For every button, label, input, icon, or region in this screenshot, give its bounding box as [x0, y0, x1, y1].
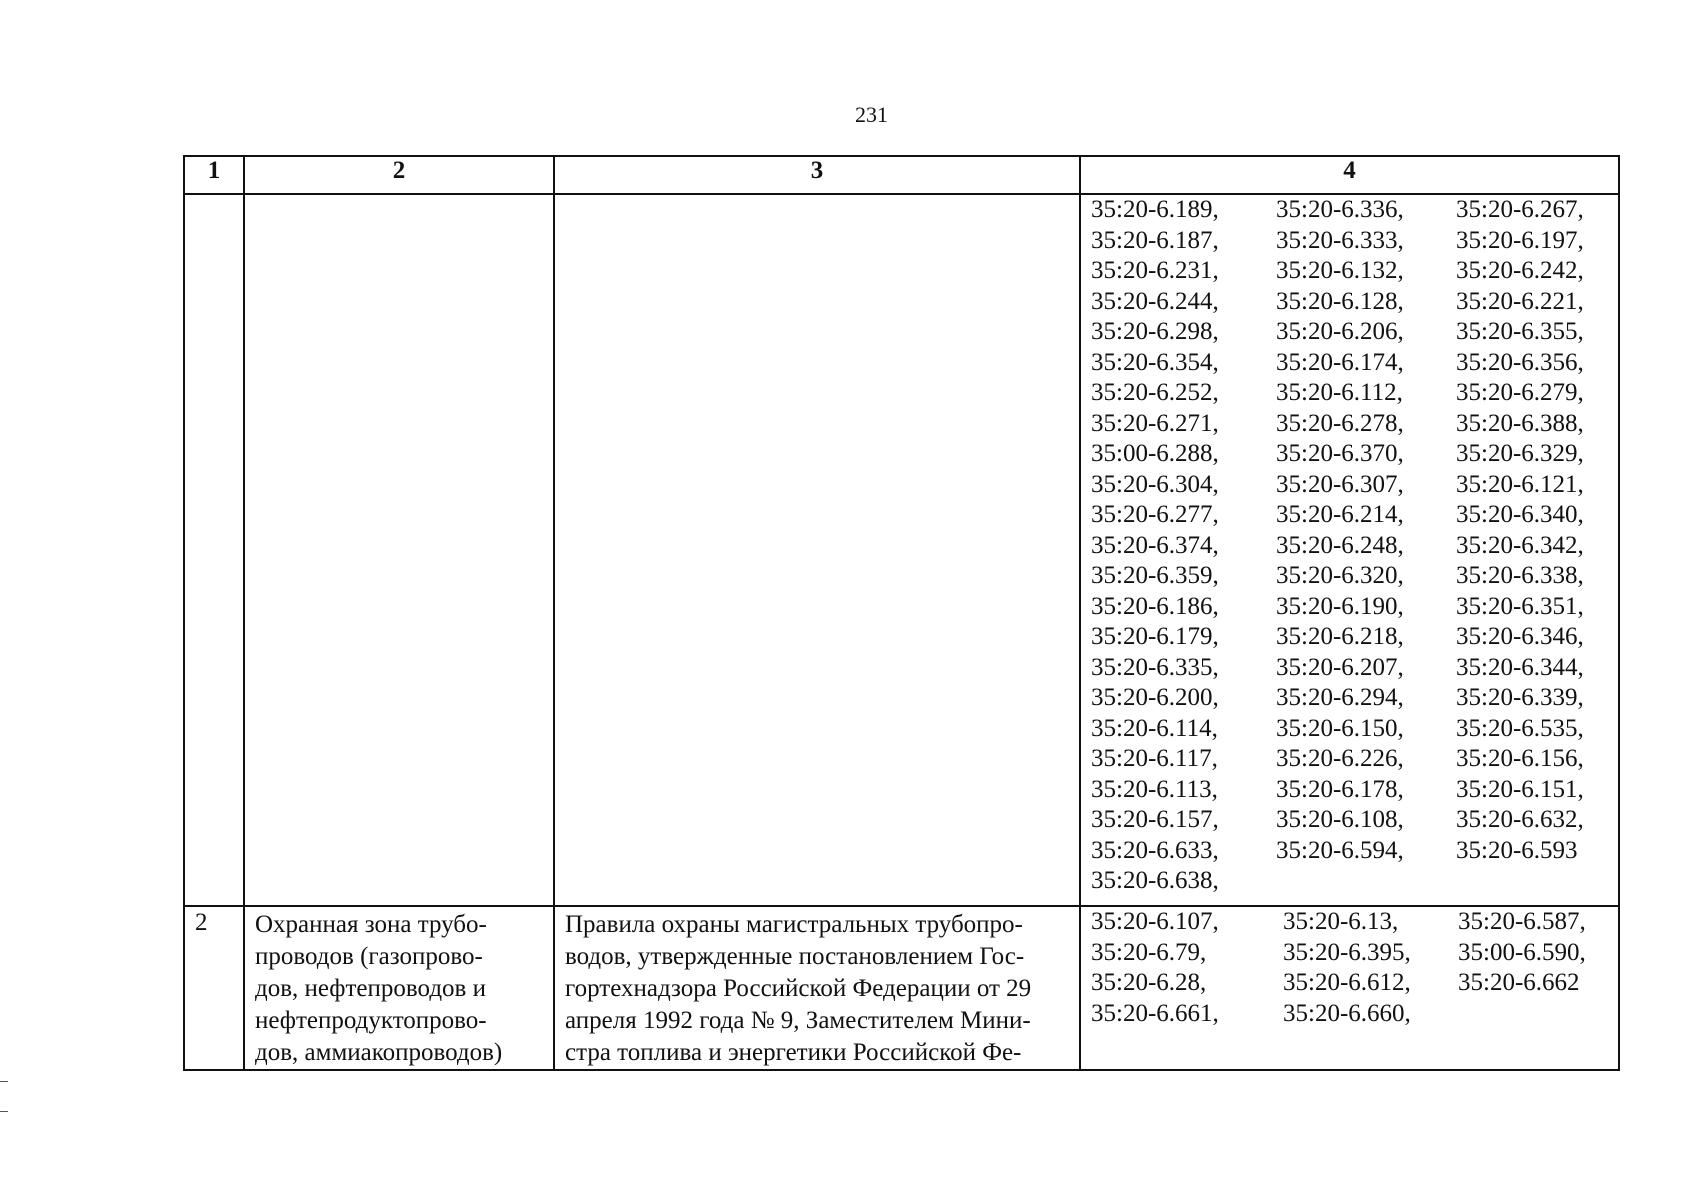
cadastral-code: 35:20-6.320,: [1276, 562, 1404, 589]
cadastral-code: 35:20-6.121,: [1456, 470, 1584, 498]
cadastral-code: 35:20-6.112,: [1276, 379, 1403, 406]
cadastral-code: 35:20-6.117,: [1091, 745, 1218, 772]
cadastral-code: 35:20-6.214,: [1276, 501, 1404, 528]
cadastral-code: 35:20-6.633,: [1091, 836, 1219, 864]
table-header-row: [184, 156, 1619, 194]
cadastral-code: 35:20-6.587,: [1458, 908, 1586, 935]
cadastral-code: 35:20-6.279,: [1456, 379, 1584, 406]
legal-basis-cell: [554, 194, 1080, 906]
cadastral-code: 35:20-6.340,: [1456, 501, 1584, 528]
cadastral-code: 35:20-6.535,: [1456, 714, 1584, 742]
cadastral-codes-cell: [1080, 906, 1619, 1070]
cadastral-code: 35:20-6.395,: [1283, 938, 1411, 966]
cadastral-code: 35:20-6.113,: [1091, 775, 1218, 803]
cadastral-code: 35:00-6.590,: [1458, 938, 1586, 966]
cadastral-code: 35:20-6.231,: [1091, 257, 1219, 284]
cadastral-codes-cell: [1080, 194, 1619, 906]
cadastral-code: 35:20-6.114,: [1091, 714, 1218, 742]
cadastral-code: 35:20-6.278,: [1276, 409, 1404, 437]
cadastral-code: 35:20-6.354,: [1091, 348, 1219, 376]
cadastral-code: 35:20-6.248,: [1276, 531, 1404, 559]
zone-name-text: Охранная зона трубо- проводов (газопрово- дов, нефтепроводов и нефтепродуктопрово- дов, аммиакопроводов): [255, 911, 503, 1066]
cadastral-code: 35:20-6.107,: [1091, 908, 1219, 935]
cadastral-code: 35:20-6.200,: [1091, 684, 1219, 711]
page-number: 231: [855, 102, 888, 127]
table-row: [184, 194, 1619, 906]
cadastral-code: 35:00-6.288,: [1091, 440, 1219, 467]
zone-name-cell: [244, 906, 554, 1070]
cadastral-code: 35:20-6.277,: [1091, 501, 1219, 528]
cadastral-code: 35:20-6.197,: [1456, 226, 1584, 254]
cadastral-code: 35:20-6.267,: [1456, 196, 1584, 223]
table-row: [184, 906, 1619, 1070]
cadastral-codes-list: [1081, 907, 1618, 1029]
cadastral-code: 35:20-6.339,: [1456, 684, 1584, 711]
cadastral-code: 35:20-6.189,: [1091, 196, 1219, 223]
cadastral-code: 35:20-6.187,: [1091, 226, 1219, 254]
cadastral-code: 35:20-6.150,: [1276, 714, 1404, 742]
cadastral-code: 35:20-6.594,: [1276, 836, 1404, 864]
cadastral-code: 35:20-6.593: [1456, 836, 1578, 864]
cadastral-code: 35:20-6.28,: [1091, 969, 1207, 996]
header-col-3: 3: [554, 156, 1080, 194]
cadastral-code: 35:20-6.355,: [1456, 318, 1584, 345]
cadastral-code: 35:20-6.218,: [1276, 623, 1404, 650]
scan-margin-mark: [0, 1111, 8, 1112]
cadastral-code: 35:20-6.338,: [1456, 562, 1584, 589]
header-col-4: 4: [1080, 156, 1619, 194]
cadastral-code: 35:20-6.206,: [1276, 318, 1404, 345]
cadastral-code: 35:20-6.661,: [1091, 999, 1219, 1027]
header-col-2: 2: [244, 156, 554, 194]
cadastral-code: 35:20-6.370,: [1276, 440, 1404, 467]
cadastral-code: 35:20-6.304,: [1091, 470, 1219, 498]
cadastral-code: 35:20-6.298,: [1091, 318, 1219, 345]
cadastral-code: 35:20-6.662: [1458, 969, 1580, 996]
cadastral-code: 35:20-6.132,: [1276, 257, 1404, 284]
cadastral-code: 35:20-6.178,: [1276, 775, 1404, 803]
cadastral-code: 35:20-6.151,: [1456, 775, 1584, 803]
cadastral-code: 35:20-6.156,: [1456, 745, 1584, 772]
cadastral-code: 35:20-6.179,: [1091, 623, 1219, 650]
cadastral-code: 35:20-6.359,: [1091, 562, 1219, 589]
cadastral-code: 35:20-6.346,: [1456, 623, 1584, 650]
cadastral-code: 35:20-6.294,: [1276, 684, 1404, 711]
cadastral-code: 35:20-6.186,: [1091, 592, 1219, 620]
cadastral-code: 35:20-6.329,: [1456, 440, 1584, 467]
document-table: [183, 155, 1620, 1071]
cadastral-code: 35:20-6.242,: [1456, 257, 1584, 284]
cadastral-code: 35:20-6.660,: [1283, 999, 1411, 1027]
cadastral-code: 35:20-6.271,: [1091, 409, 1219, 437]
cadastral-code: 35:20-6.79,: [1091, 938, 1207, 966]
cadastral-code: 35:20-6.174,: [1276, 348, 1404, 376]
zone-name-cell: [244, 194, 554, 906]
cadastral-code: [1276, 866, 1456, 897]
header-col-1: 1: [184, 156, 244, 194]
cadastral-code: 35:20-6.612,: [1283, 969, 1411, 996]
row-number: [184, 194, 244, 906]
cadastral-code: 35:20-6.342,: [1456, 531, 1584, 559]
cadastral-code: [1458, 999, 1618, 1030]
cadastral-code: [1456, 866, 1616, 897]
cadastral-code: 35:20-6.207,: [1276, 653, 1404, 681]
cadastral-code: 35:20-6.632,: [1456, 806, 1584, 833]
cadastral-code: 35:20-6.13,: [1283, 908, 1399, 935]
legal-basis-text: Правила охраны магистральных трубопро- водов, утвержденные постановлением Гос- гортехнадзора Российской Федерации от 29 апреля 1992 года № 9, Заместителем Мини- стра топлива и энергетики Российской Фе-: [565, 911, 1032, 1066]
cadastral-code: 35:20-6.128,: [1276, 287, 1404, 315]
cadastral-code: 35:20-6.244,: [1091, 287, 1219, 315]
cadastral-code: 35:20-6.252,: [1091, 379, 1219, 406]
cadastral-code: 35:20-6.351,: [1456, 592, 1584, 620]
cadastral-code: 35:20-6.221,: [1456, 287, 1584, 315]
cadastral-code: 35:20-6.356,: [1456, 348, 1584, 376]
row-number: [184, 906, 244, 1070]
cadastral-codes-list: [1081, 195, 1618, 897]
scan-margin-mark: [0, 1081, 8, 1082]
cadastral-code: 35:20-6.335,: [1091, 653, 1219, 681]
cadastral-code: 35:20-6.336,: [1276, 196, 1404, 223]
row-number-text: 2: [195, 909, 208, 936]
cadastral-code: 35:20-6.226,: [1276, 745, 1404, 772]
cadastral-code: 35:20-6.157,: [1091, 806, 1219, 833]
cadastral-code: 35:20-6.344,: [1456, 653, 1584, 681]
cadastral-code: 35:20-6.638,: [1091, 867, 1219, 894]
cadastral-code: 35:20-6.388,: [1456, 409, 1584, 437]
cadastral-code: 35:20-6.374,: [1091, 531, 1219, 559]
cadastral-code: 35:20-6.108,: [1276, 806, 1404, 833]
cadastral-code: 35:20-6.307,: [1276, 470, 1404, 498]
cadastral-code: 35:20-6.333,: [1276, 226, 1404, 254]
cadastral-code: 35:20-6.190,: [1276, 592, 1404, 620]
legal-basis-cell: [554, 906, 1080, 1070]
